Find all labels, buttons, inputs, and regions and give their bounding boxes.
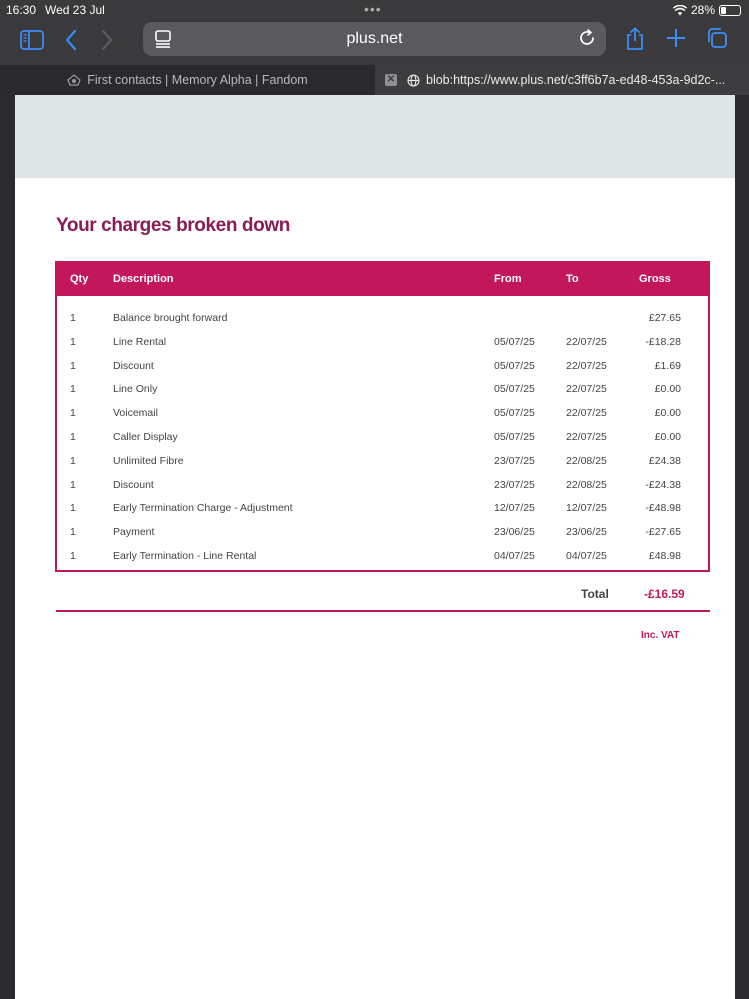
header-qty: Qty (70, 273, 89, 285)
cell-qty: 1 (70, 335, 76, 348)
cell-description: Line Only (113, 383, 158, 396)
cell-qty: 1 (70, 431, 76, 443)
new-tab-icon[interactable] (666, 28, 686, 48)
cell-gross: -£24.38 (645, 478, 681, 491)
table-row (57, 521, 708, 545)
cell-gross: £24.38 (648, 454, 681, 467)
cell-to: 22/07/25 (566, 383, 607, 396)
cell-gross: -£48.98 (645, 502, 681, 515)
header-description: Description (113, 273, 174, 285)
cell-qty: 1 (70, 550, 76, 562)
table-row (57, 331, 708, 355)
cell-from: 23/07/25 (494, 478, 535, 491)
cell-to: 22/07/25 (566, 359, 607, 372)
cell-description: Unlimited Fibre (113, 454, 184, 467)
status-time: 16:30 (6, 3, 37, 17)
cell-description: Early Termination - Line Rental (113, 550, 257, 562)
multitasking-dots-icon[interactable]: ••• (364, 1, 382, 17)
page-banner (15, 95, 735, 178)
battery-percent: 28% (690, 3, 715, 17)
cell-description: Voicemail (113, 407, 158, 420)
status-bar (0, 0, 749, 20)
cell-qty: 1 (70, 383, 76, 396)
back-icon[interactable] (64, 29, 78, 51)
tab-title: blob:https://www.plus.net/c3ff6b7a-ed48-453a-9d2c-... (426, 73, 726, 87)
cell-from: 05/07/25 (494, 431, 535, 443)
table-row (57, 402, 708, 426)
cell-gross: £48.98 (648, 550, 681, 562)
cell-gross: -£18.28 (645, 335, 681, 348)
cell-from: 04/07/25 (494, 550, 535, 562)
cell-from: 05/07/25 (494, 359, 535, 372)
cell-description: Line Rental (113, 335, 167, 348)
cell-to: 22/07/25 (566, 407, 607, 420)
address-bar[interactable] (143, 22, 606, 56)
charges-table (55, 261, 710, 572)
table-row (57, 474, 708, 498)
battery-fill (721, 7, 726, 14)
header-gross: Gross (639, 273, 671, 285)
cell-to: 22/08/25 (566, 454, 607, 467)
cell-gross: £27.65 (648, 312, 681, 324)
tab-bar (0, 65, 749, 95)
cell-qty: 1 (70, 502, 76, 515)
table-row (57, 450, 708, 474)
cell-from: 12/07/25 (494, 502, 535, 515)
cell-to: 23/06/25 (566, 526, 607, 539)
cell-qty: 1 (70, 478, 76, 491)
wifi-icon (673, 5, 687, 16)
cell-qty: 1 (70, 312, 76, 324)
document-page (15, 95, 735, 999)
cell-description: Payment (113, 526, 155, 539)
status-date: Wed 23 Jul (45, 3, 105, 17)
total-divider (56, 610, 710, 612)
table-row (57, 355, 708, 379)
cell-gross: £0.00 (654, 383, 681, 396)
cell-description: Early Termination Charge - Adjustment (113, 502, 293, 515)
table-row (57, 545, 708, 569)
battery-icon (719, 5, 741, 16)
vat-note: Inc. VAT (641, 630, 680, 641)
table-row (57, 426, 708, 450)
table-row (57, 378, 708, 402)
cell-qty: 1 (70, 526, 76, 539)
cell-from: 23/07/25 (494, 454, 535, 467)
cell-description: Balance brought forward (113, 312, 228, 324)
status-indicators (673, 3, 741, 17)
tab-overview-icon[interactable] (706, 27, 728, 49)
tab-blob[interactable] (375, 65, 749, 95)
page-title: Your charges broken down (56, 215, 290, 236)
cell-from: 05/07/25 (494, 383, 535, 396)
cell-gross: -£27.65 (645, 526, 681, 539)
close-tab-icon[interactable]: ✕ (386, 74, 396, 85)
table-header (57, 263, 708, 296)
share-icon[interactable] (625, 27, 645, 51)
cell-description: Caller Display (113, 431, 178, 443)
cell-qty: 1 (70, 407, 76, 420)
fandom-favicon-icon (67, 74, 81, 86)
cell-from: 05/07/25 (494, 335, 535, 348)
cell-gross: £0.00 (654, 407, 681, 420)
cell-to: 22/07/25 (566, 335, 607, 348)
cell-to: 22/07/25 (566, 431, 607, 443)
cell-to: 12/07/25 (566, 502, 607, 515)
address-host: plus.net (346, 30, 403, 47)
cell-from: 23/06/25 (494, 526, 535, 539)
table-row (57, 497, 708, 521)
browser-toolbar (0, 20, 749, 65)
reload-icon[interactable] (578, 29, 596, 52)
cell-qty: 1 (70, 359, 76, 372)
cell-gross: £0.00 (654, 431, 681, 443)
total-value: -£16.59 (644, 587, 685, 601)
cell-description: Discount (113, 478, 154, 491)
header-from: From (494, 273, 522, 285)
total-label: Total (581, 587, 609, 601)
header-to: To (566, 273, 579, 285)
globe-icon (407, 74, 420, 87)
tab-title: First contacts | Memory Alpha | Fandom (87, 73, 308, 87)
cell-qty: 1 (70, 454, 76, 467)
cell-to: 04/07/25 (566, 550, 607, 562)
sidebar-icon[interactable] (20, 30, 44, 50)
forward-icon[interactable] (100, 29, 114, 51)
cell-gross: £1.69 (654, 359, 681, 372)
table-row (57, 307, 708, 331)
cell-from: 05/07/25 (494, 407, 535, 420)
cell-description: Discount (113, 359, 154, 372)
tab-memory-alpha[interactable] (0, 65, 375, 95)
cell-to: 22/08/25 (566, 478, 607, 491)
